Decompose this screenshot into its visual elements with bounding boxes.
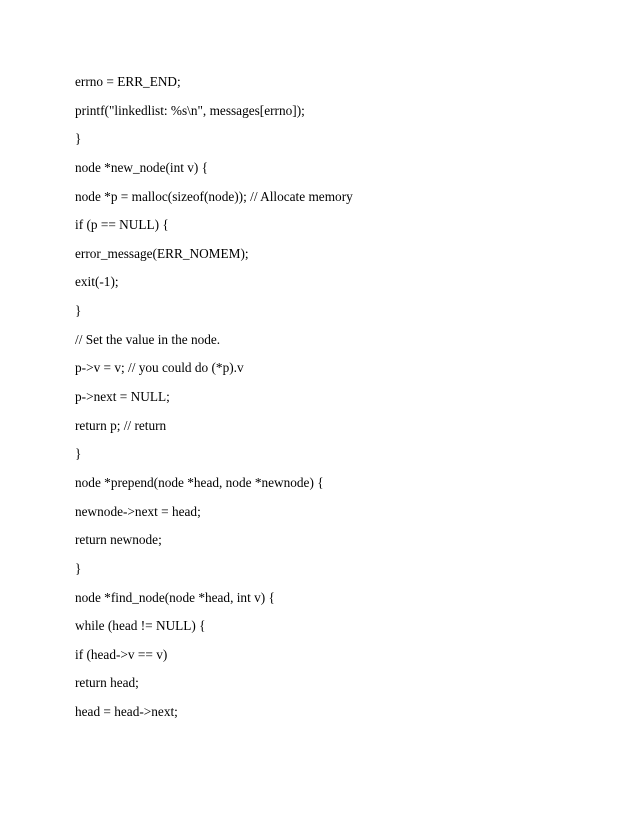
code-line: node *prepend(node *head, node *newnode) { [75,474,324,490]
code-line: } [75,303,82,319]
code-line: newnode->next = head; [75,503,201,519]
code-line: if (p == NULL) { [75,217,169,233]
code-line: exit(-1); [75,274,119,290]
code-line: while (head != NULL) { [75,618,206,634]
code-line: error_message(ERR_NOMEM); [75,245,249,261]
code-line: p->v = v; // you could do (*p).v [75,360,244,376]
code-line: if (head->v == v) [75,646,168,662]
code-line: return head; [75,675,139,691]
code-line: node *find_node(node *head, int v) { [75,589,275,605]
code-line: p->next = NULL; [75,389,170,405]
code-line: return newnode; [75,532,162,548]
code-line: } [75,131,82,147]
code-line: // Set the value in the node. [75,331,221,347]
code-line: errno = ERR_END; [75,74,181,89]
code-line: return p; // return [75,417,167,433]
code-listing [75,74,353,733]
code-line: node *new_node(int v) { [75,159,209,175]
code-line: printf("linkedlist: %s\n", messages[errno]); [75,102,305,118]
code-line: } [75,446,82,462]
code-line: } [75,560,82,576]
code-line: node *p = malloc(sizeof(node)); // Allocate memory [75,188,353,204]
code-line: head = head->next; [75,704,178,720]
